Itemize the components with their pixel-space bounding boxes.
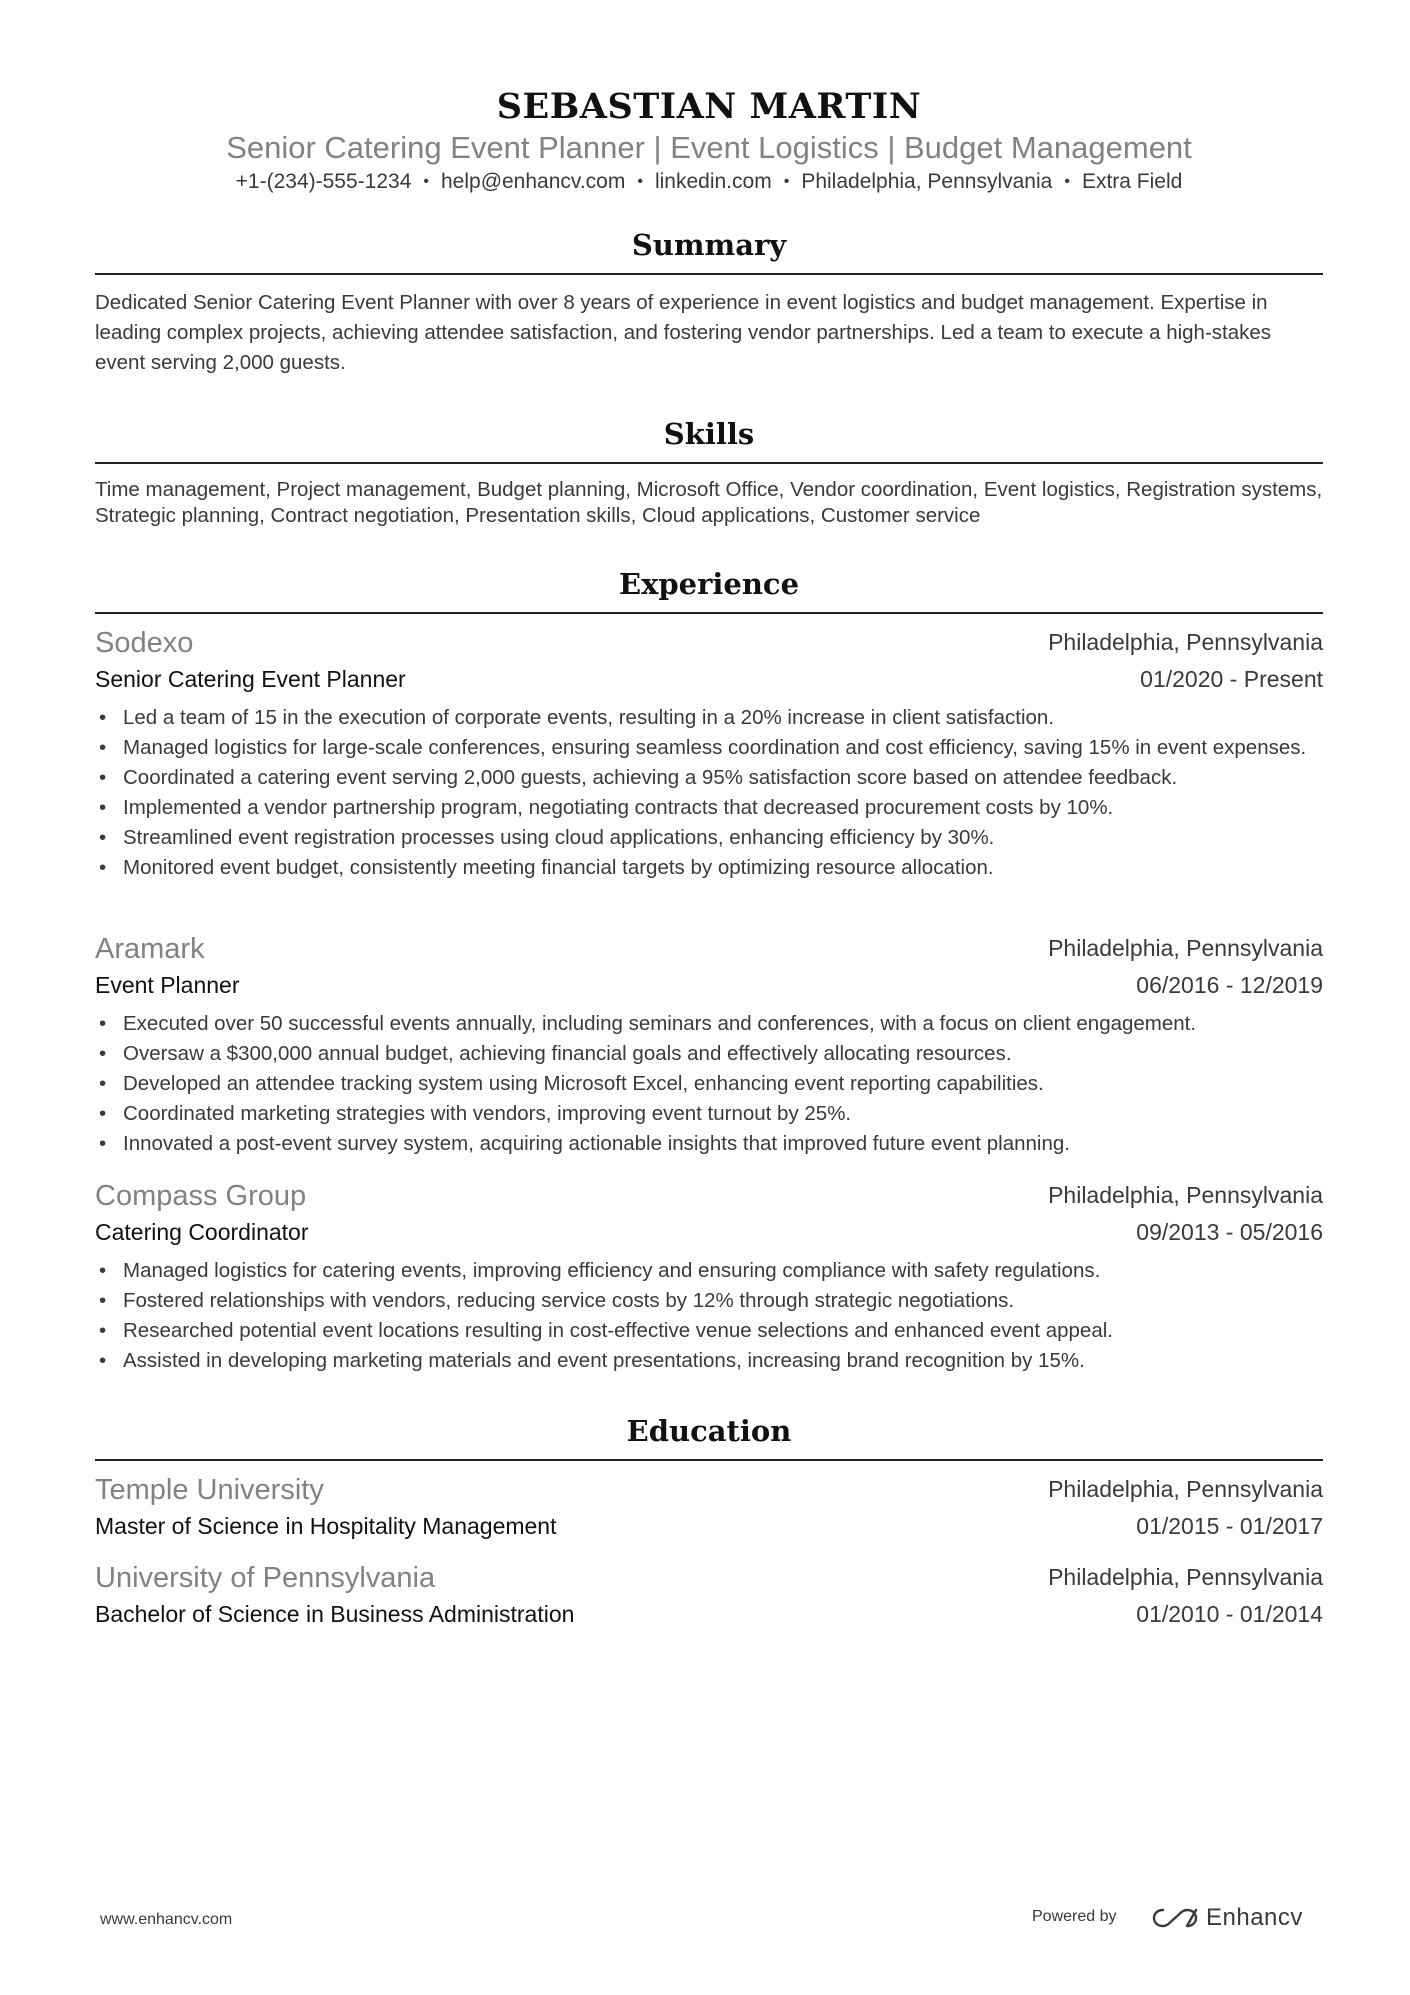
education-subheader xyxy=(95,1601,1323,1637)
summary-heading: Summary xyxy=(631,228,787,262)
education-heading: Education xyxy=(626,1414,792,1448)
job-company: Aramark xyxy=(95,933,205,965)
skills-heading: Skills xyxy=(663,417,755,451)
list-item: • Streamlined event registration processes using cloud applications, enhancing efficiency by 30%. xyxy=(95,823,1323,853)
contact-email[interactable]: help@enhancv.com xyxy=(440,170,626,193)
list-item: • Developed an attendee tracking system using Microsoft Excel, enhancing event reporting capabilities. xyxy=(95,1069,1323,1099)
job-bullets xyxy=(95,1009,1323,1159)
list-item: • Managed logistics for catering events, improving efficiency and ensuring compliance with safety regulations. xyxy=(95,1256,1323,1286)
list-item: • Coordinated a catering event serving 2,000 guests, achieving a 95% satisfaction score based on attendee feedback. xyxy=(95,763,1323,793)
education-degree: Master of Science in Hospitality Management xyxy=(95,1513,557,1539)
job-bullets xyxy=(95,1256,1323,1376)
candidate-name: SEBASTIAN MARTIN xyxy=(496,86,922,127)
job-company: Compass Group xyxy=(95,1180,307,1212)
list-item: • Executed over 50 successful events annually, including seminars and conferences, with a focus on client engagement. xyxy=(95,1009,1323,1039)
education-school: Temple University xyxy=(95,1474,324,1506)
job-subheader xyxy=(95,1219,1323,1255)
job-bullets xyxy=(95,703,1323,883)
contact-separator: • xyxy=(1064,173,1070,190)
candidate-headline: Senior Catering Event Planner | Event Logistics | Budget Management xyxy=(226,130,1192,165)
experience-heading: Experience xyxy=(618,567,800,601)
list-item: • Led a team of 15 in the execution of corporate events, resulting in a 20% increase in client satisfaction. xyxy=(95,703,1323,733)
list-item: • Fostered relationships with vendors, reducing service costs by 12% through strategic negotiations. xyxy=(95,1286,1323,1316)
education-location: Philadelphia, Pennsylvania xyxy=(1048,1564,1323,1590)
footer-powered-by: Powered by xyxy=(1032,1908,1117,1925)
job-location: Philadelphia, Pennsylvania xyxy=(1048,935,1323,961)
contact-separator: • xyxy=(423,173,429,190)
contact-linkedin[interactable]: linkedin.com xyxy=(654,170,772,193)
education-subheader xyxy=(95,1513,1323,1549)
job-role: Senior Catering Event Planner xyxy=(95,666,406,692)
job-location: Philadelphia, Pennsylvania xyxy=(1048,1182,1323,1208)
education-dates: 01/2010 - 01/2014 xyxy=(1136,1601,1323,1627)
skills-divider xyxy=(95,462,1323,464)
list-item: • Implemented a vendor partnership program, negotiating contracts that decreased procurement costs by 10%. xyxy=(95,793,1323,823)
job-header xyxy=(95,627,1323,663)
job-role: Catering Coordinator xyxy=(95,1219,309,1245)
education-school: University of Pennsylvania xyxy=(95,1562,436,1594)
job-location: Philadelphia, Pennsylvania xyxy=(1048,629,1323,655)
enhancv-logo-icon xyxy=(1152,1906,1198,1930)
job-header xyxy=(95,933,1323,969)
list-item: • Monitored event budget, consistently meeting financial targets by optimizing resource allocation. xyxy=(95,853,1323,883)
job-header xyxy=(95,1180,1323,1216)
contact-extra-field: Extra Field xyxy=(1081,170,1183,193)
job-company: Sodexo xyxy=(95,627,194,659)
experience-divider xyxy=(95,612,1323,614)
education-divider xyxy=(95,1459,1323,1461)
contact-separator: • xyxy=(783,173,790,190)
list-item: • Coordinated marketing strategies with vendors, improving event turnout by 25%. xyxy=(95,1099,1323,1129)
job-dates: 01/2020 - Present xyxy=(1140,666,1323,692)
list-item: • Innovated a post-event survey system, acquiring actionable insights that improved future event planning. xyxy=(95,1129,1323,1159)
education-location: Philadelphia, Pennsylvania xyxy=(1048,1476,1323,1502)
footer-brand[interactable] xyxy=(1152,1898,1303,1938)
contact-line xyxy=(95,170,1323,194)
summary-divider xyxy=(95,273,1323,275)
contact-location: Philadelphia, Pennsylvania xyxy=(801,170,1053,193)
job-role: Event Planner xyxy=(95,972,240,998)
footer-website-link[interactable]: www.enhancv.com xyxy=(100,1911,233,1928)
list-item: • Managed logistics for large-scale conferences, ensuring seamless coordination and cost efficiency, saving 15% in event expenses. xyxy=(95,733,1323,763)
education-header xyxy=(95,1562,1323,1598)
summary-text: Dedicated Senior Catering Event Planner with over 8 years of experience in event logistics and budget management. Expertise in leading complex projects, achieving attendee satisfaction, and fostering vendor partnerships. Led a team to execute a high-stakes event serving 2,000 guests. xyxy=(95,291,1272,374)
job-subheader xyxy=(95,666,1323,702)
list-item: • Assisted in developing marketing materials and event presentations, increasing brand recognition by 15%. xyxy=(95,1346,1323,1376)
job-dates: 09/2013 - 05/2016 xyxy=(1136,1219,1323,1245)
education-header xyxy=(95,1474,1323,1510)
education-degree: Bachelor of Science in Business Administration xyxy=(95,1601,575,1627)
contact-separator: • xyxy=(637,173,643,190)
contact-phone[interactable]: +1-(234)-555-1234 xyxy=(235,170,412,193)
footer-brand-name: Enhancv xyxy=(1206,1904,1303,1931)
skills-text: Time management, Project management, Budget planning, Microsoft Office, Vendor coordination, Event logistics, Registration systems, Strategic planning, Contract negotiation, Presentation skills, Cloud applications, Customer service xyxy=(95,478,1323,527)
list-item: • Oversaw a $300,000 annual budget, achieving financial goals and effectively allocating resources. xyxy=(95,1039,1323,1069)
job-dates: 06/2016 - 12/2019 xyxy=(1136,972,1323,998)
job-subheader xyxy=(95,972,1323,1008)
list-item: • Researched potential event locations resulting in cost-effective venue selections and enhanced event appeal. xyxy=(95,1316,1323,1346)
education-dates: 01/2015 - 01/2017 xyxy=(1136,1513,1323,1539)
